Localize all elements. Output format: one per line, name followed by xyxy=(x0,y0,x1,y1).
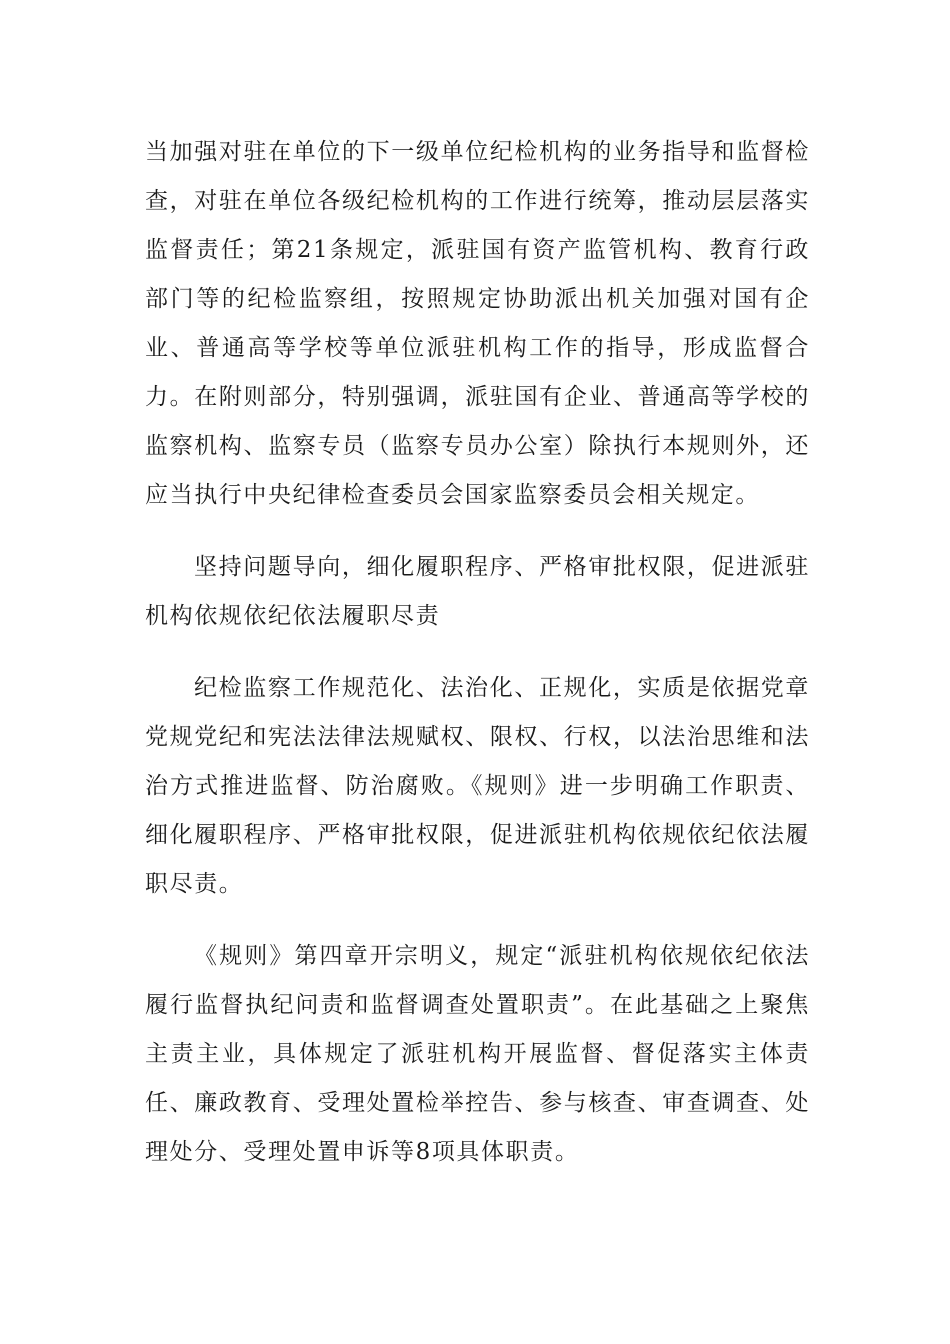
paragraph-continuation: 当加强对驻在单位的下一级单位纪检机构的业务指导和监督检查，对驻在单位各级纪检机构的工作进行统筹，推动层层落实监督责任；第21条规定，派驻国有资产监管机构、教育行政部门等的纪检监察组，按照规定协助派出机关加强对国有企业、普通高等学校等单位派驻机构工作的指导，形成监督合力。在附则部分，特别强调，派驻国有企业、普通高等学校的监察机构、监察专员（监察专员办公室）除执行本规则外，还应当执行中央纪律检查委员会国家监察委员会相关规定。 xyxy=(145,139,810,508)
paragraph: 《规则》第四章开宗明义，规定“派驻机构依规依纪依法履行监督执纪问责和监督调查处置职责”。在此基础之上聚焦主责主业，具体规定了派驻机构开展监督、督促落实主体责任、廉政教育、受理处置检举控告、参与核查、审查调查、处理处分、受理处置申诉等8项具体职责。 xyxy=(145,943,810,1165)
document-body xyxy=(145,128,810,1177)
paragraph: 纪检监察工作规范化、法治化、正规化，实质是依据党章党规党纪和宪法法律法规赋权、限权、行权，以法治思维和法治方式推进监督、防治腐败。《规则》进一步明确工作职责、细化履职程序、严格审批权限，促进派驻机构依规依纪依法履职尽责。 xyxy=(145,675,810,897)
section-heading: 坚持问题导向，细化履职程序、严格审批权限，促进派驻机构依规依纪依法履职尽责 xyxy=(145,554,810,629)
